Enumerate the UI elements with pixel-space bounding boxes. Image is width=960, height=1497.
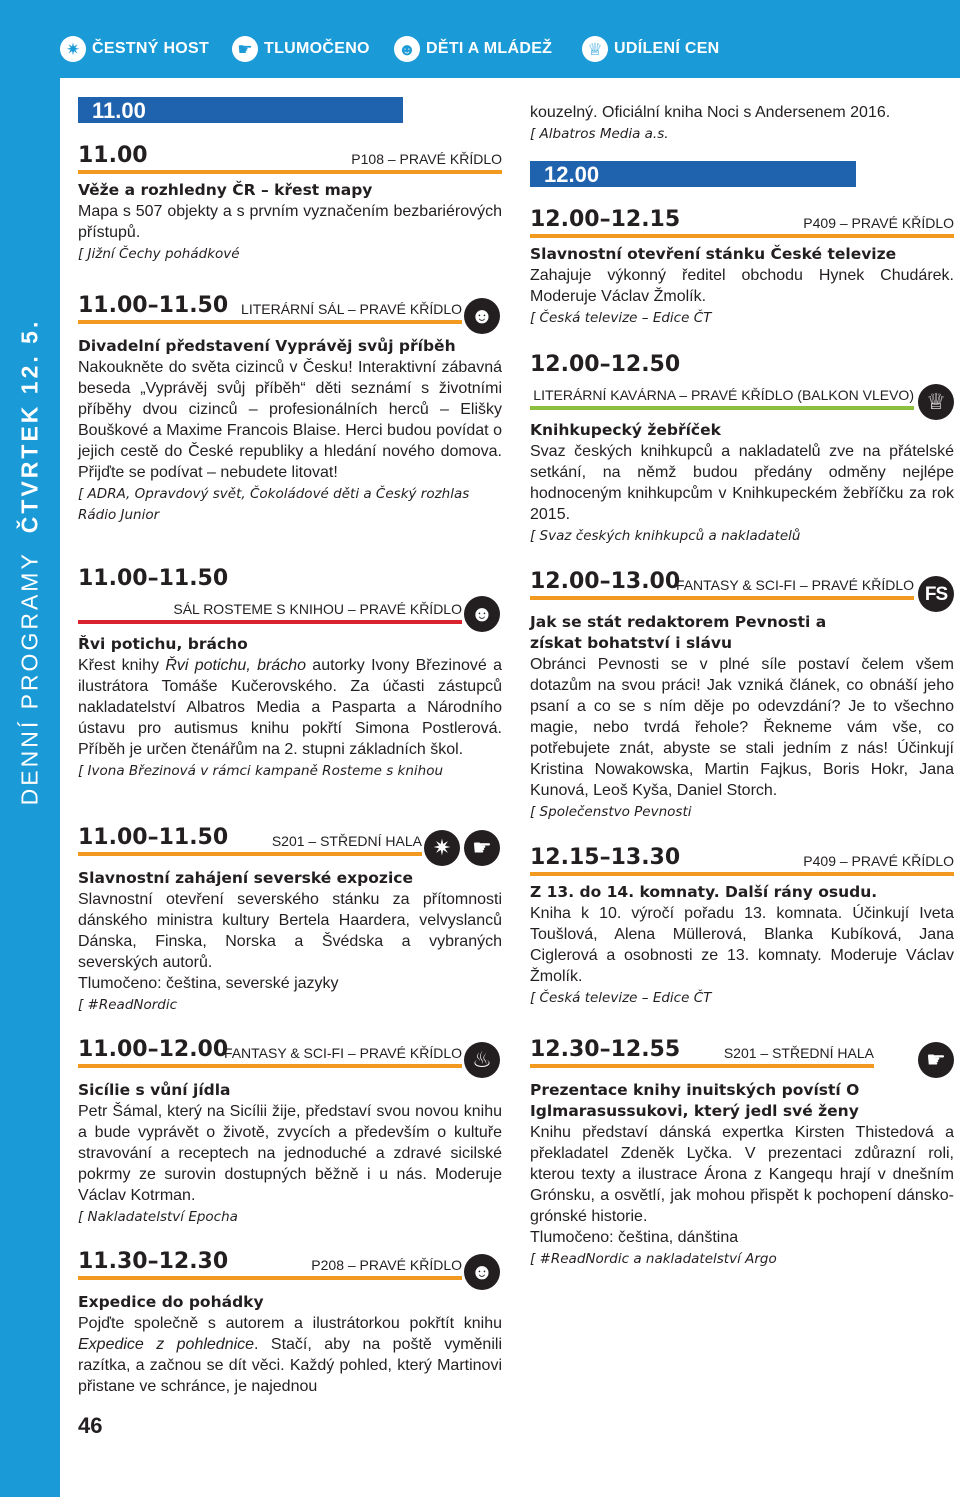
event-location: SÁL ROSTEME S KNIHOU – PRAVÉ KŘÍDLO: [173, 601, 462, 617]
event-header: [530, 1036, 874, 1068]
event-header: [530, 206, 954, 238]
event-header: [530, 568, 914, 600]
event-source: [ Albatros Media a.s.: [530, 126, 669, 142]
event-title: Řvi potichu, brácho: [78, 635, 248, 653]
event-note: Tlumočeno: čeština, dánština: [530, 1229, 739, 1246]
event-location: S201 – STŘEDNÍ HALA: [723, 1045, 874, 1061]
event-quiet-brother: [78, 568, 462, 624]
event-time: 12.15–13.30: [530, 845, 681, 870]
event-czech-tv-opening: [530, 206, 954, 329]
event-header: [78, 568, 462, 624]
event-header: [78, 142, 502, 174]
speaking-head-icon: ☛: [918, 1042, 954, 1078]
event-inuit-tales: [530, 1036, 874, 1068]
event-nordic-opening: [78, 824, 422, 856]
event-theatre-story-body: [78, 330, 502, 526]
event-source: [ Ivona Březinová v rámci kampaně Rosteme s knihou: [78, 763, 444, 779]
speaking-head-icon: ☛: [464, 830, 500, 866]
event-source: [ Nakladatelství Epocha: [78, 1209, 238, 1225]
event-time: 12.00–13.00: [530, 569, 681, 594]
event-bookseller-ladder-body: [530, 414, 954, 547]
event-text: Nakoukněte do světa cizinců v Česku! Interaktivní zábavná beseda „Vyprávěj svůj příběh“ děti seznámí s životními příběhy dvou cizinců – profesionálních herců – Elišky Bouškové a Maxime Francois Blaise. Herci budou povídat o jejich cestě do České republiky a hledání nového domova. Přijďte se podívat – nebudete litovat!: [78, 359, 502, 481]
book-title: Expedice z pohlednice: [78, 1336, 255, 1353]
event-time: 12.00–12.15: [530, 207, 681, 232]
event-header: [530, 844, 954, 876]
event-header: [78, 1036, 462, 1068]
cooking-pot-icon: ♨: [464, 1042, 500, 1078]
legend-honor-guest: [60, 34, 209, 64]
event-header: [78, 1248, 462, 1280]
event-title: Z 13. do 14. komnaty. Další rány osudu.: [530, 883, 878, 901]
smiley-icon: ☻: [464, 596, 500, 632]
smiley-icon: ☻: [394, 36, 420, 62]
event-header: [78, 292, 462, 324]
legend-label: TLUMOČENO: [264, 40, 370, 57]
side-section-title: DENNÍ PROGRAMY: [16, 551, 43, 806]
event-text: [78, 1313, 502, 1397]
event-tower-map: [78, 142, 502, 265]
top-legend-bar: [0, 0, 960, 78]
event-title: Divadelní představení Vyprávěj svůj příběh: [78, 337, 456, 355]
hour-bar-1100: 11.00: [78, 97, 403, 123]
event-source: [ Jižní Čechy pohádkové: [78, 246, 240, 262]
event-location: P208 – PRAVÉ KŘÍDLO: [311, 1257, 462, 1273]
event-bookseller-ladder: [530, 354, 914, 410]
event-nordic-opening-body: [78, 862, 502, 1016]
event-title: Knihkupecký žebříček: [530, 421, 721, 439]
event-source: [ Svaz českých knihkupců a nakladatelů: [530, 528, 801, 544]
event-fairytale-expedition: [78, 1248, 462, 1280]
legend-label: ČESTNÝ HOST: [92, 40, 210, 57]
event-location: P409 – PRAVÉ KŘÍDLO: [803, 215, 954, 231]
event-pevnost-editor: [530, 568, 914, 600]
event-text: Mapa s 507 objekty a s prvním vyznačením bezbariérových přístupů.: [78, 203, 502, 241]
fantasy-scifi-icon: FS: [918, 576, 954, 612]
side-day: ČTVRTEK 12. 5.: [16, 318, 43, 534]
text-part: Pojďte společně s autorem a ilustrátorkou pokřtít knihu: [78, 1315, 502, 1332]
event-source: [ #ReadNordic: [78, 997, 178, 1013]
event-time: 12.30–12.55: [530, 1037, 681, 1062]
legend-kids-youth: [394, 34, 552, 64]
event-sicily-body: [78, 1074, 502, 1228]
event-time: 11.00–11.50: [78, 825, 229, 850]
event-13th-chamber: [530, 844, 954, 1009]
trophy-icon: ♕: [918, 384, 954, 420]
text-part: Křest knihy: [78, 657, 166, 674]
event-sicily: [78, 1036, 462, 1068]
event-pevnost-editor-body: [530, 606, 954, 823]
speaking-head-icon: ☛: [232, 36, 258, 62]
legend-awards: [582, 34, 720, 64]
event-text: Kniha k 10. výročí pořadu 13. komnata. Účinkují Iveta Toušlová, Alena Müllerová, Blanka Kubíková, Jana Ciglerová a osobnosti ze 13. komnaty. Moderuje Václav Žmolík.: [530, 905, 954, 985]
trophy-icon: ♕: [582, 36, 608, 62]
event-source: [ Společenstvo Pevnosti: [530, 804, 692, 820]
event-theatre-story: [78, 292, 462, 324]
event-title: Slavnostní zahájení severské expozice: [78, 869, 413, 887]
event-title: Slavnostní otevření stánku České televize: [530, 245, 897, 263]
event-location: P409 – PRAVÉ KŘÍDLO: [803, 853, 954, 869]
page-number: 46: [78, 1413, 103, 1438]
event-title: Věže a rozhledny ČR – křest mapy: [78, 181, 373, 199]
event-time: 11.00: [78, 143, 148, 168]
text-part: autorky Ivony Březinové a ilustrátora Tomáše Kučerovského. Za účasti zástupců nakladatelství Albatros Media a Pasparta a Národního ústavu pro autismus knihu pokřtí Simona Postlerová. Příběh je určen čtenářům na 2. stupni základních škol.: [78, 657, 502, 758]
event-fairytale-expedition-body: [78, 1286, 502, 1397]
event-location: S201 – STŘEDNÍ HALA: [271, 833, 422, 849]
event-inuit-tales-body: [530, 1074, 954, 1270]
event-source: [ Česká televize – Edice ČT: [530, 990, 712, 1006]
event-time: 11.00–11.50: [78, 566, 229, 591]
event-quiet-brother-body: [78, 628, 502, 782]
event-note: Tlumočeno: čeština, severské jazyky: [78, 975, 339, 992]
event-source: [ ADRA, Opravdový svět, Čokoládové děti a Český rozhlas Rádio Junior: [78, 486, 470, 523]
text-part: . Stačí, aby na poště vyměnili razítka, a začnou se dít věci. Každý pohled, který Martinovi přistane ve schránce, je najednou: [78, 1336, 502, 1395]
event-time: 11.30–12.30: [78, 1249, 229, 1274]
legend-label: DĚTI A MLÁDEŽ: [426, 40, 553, 57]
event-location: LITERÁRNÍ KAVÁRNA – PRAVÉ KŘÍDLO (BALKON VLEVO): [533, 387, 914, 403]
event-location: FANTASY & SCI-FI – PRAVÉ KŘÍDLO: [223, 1045, 462, 1061]
star-burst-icon: ✷: [424, 830, 460, 866]
smiley-icon: ☻: [464, 1254, 500, 1290]
event-title: Prezentace knihy inuitských povístí O Iglmarasussukovi, který jedl své ženy: [530, 1081, 860, 1120]
legend-label: UDÍLENÍ CEN: [614, 40, 720, 57]
legend-interpreted: [232, 34, 370, 64]
event-header: [530, 354, 914, 410]
event-text: Obránci Pevnosti se v plné síle postaví čelem všem dotazům na svou práci! Jak vzniká článek, co obnáší jeho psaní a co se s ním děje po odevzdání? Je to všechno magie, nebo tvrdá řehole? Řekneme vám vše, co potřebujete znát, abyste se stali jedním z nás! Účinkují Kristina Nowakowska, Martin Fajkus, Boris Hokr, Jana Kunová, Leoš Kyša, Daniel Storch.: [530, 656, 954, 799]
side-title: [17, 319, 44, 806]
event-title: Sicílie s vůní jídla: [78, 1081, 231, 1099]
smiley-icon: ☻: [464, 298, 500, 334]
event-text: Slavnostní otevření severského stánku za přítomnosti dánského ministra kultury Bertela Haardera, velvyslanců Dánska, Finska, Norska a Švédska a vybraných severských autorů.: [78, 891, 502, 971]
event-location: LITERÁRNÍ SÁL – PRAVÉ KŘÍDLO: [241, 301, 462, 317]
event-text: kouzelný. Oficiální kniha Noci s Andersenem 2016.: [530, 104, 891, 121]
event-time: 12.00–12.50: [530, 352, 681, 377]
event-time: 11.00–11.50: [78, 293, 229, 318]
event-source: [ #ReadNordic a nakladatelství Argo: [530, 1251, 777, 1267]
star-burst-icon: ✷: [60, 36, 86, 62]
event-location: P108 – PRAVÉ KŘÍDLO: [351, 151, 502, 167]
event-location: FANTASY & SCI-FI – PRAVÉ KŘÍDLO: [675, 577, 914, 593]
hour-bar-1200: 12.00: [530, 161, 856, 187]
book-title: Řvi potichu, brácho: [165, 657, 306, 674]
event-text: Petr Šámal, který na Sicílii žije, představí svou novou knihu a bude vyprávět o životě, zvycích a především o kultuře stravování a receptech na jednoduché a zdravé sicilské pokrmy ze surovin dostupných běžně i u nás. Moderuje Václav Kotrman.: [78, 1103, 502, 1204]
event-text: Knihu představí dánská expertka Kirsten Thistedová a překladatel Zdeněk Lyčka. V prezentaci zdůrazní roli, kterou texty a ilustrace Árona z Kangequ hrají v dnešním Grónsku, a osvětlí, jak mohou přispět k pochopení dánsko-grónské historie.: [530, 1124, 954, 1225]
event-source: [ Česká televize – Edice ČT: [530, 310, 712, 326]
event-continuation: [530, 102, 954, 145]
event-header: [78, 824, 422, 856]
event-title: Expedice do pohádky: [78, 1293, 264, 1311]
event-time: 11.00–12.00: [78, 1037, 229, 1062]
event-text: [78, 655, 502, 760]
event-text: Zahajuje výkonný ředitel obchodu Hynek Chudárek. Moderuje Václav Žmolík.: [530, 267, 954, 305]
event-text: Svaz českých knihkupců a nakladatelů zve na přátelské setkání, na němž budou předány odměny nejlépe hodnoceným knihkupcům v Knihkupeckém žebříčku za rok 2015.: [530, 443, 954, 523]
event-title: Jak se stát redaktorem Pevnosti a získat bohatství i slávu: [530, 613, 827, 652]
